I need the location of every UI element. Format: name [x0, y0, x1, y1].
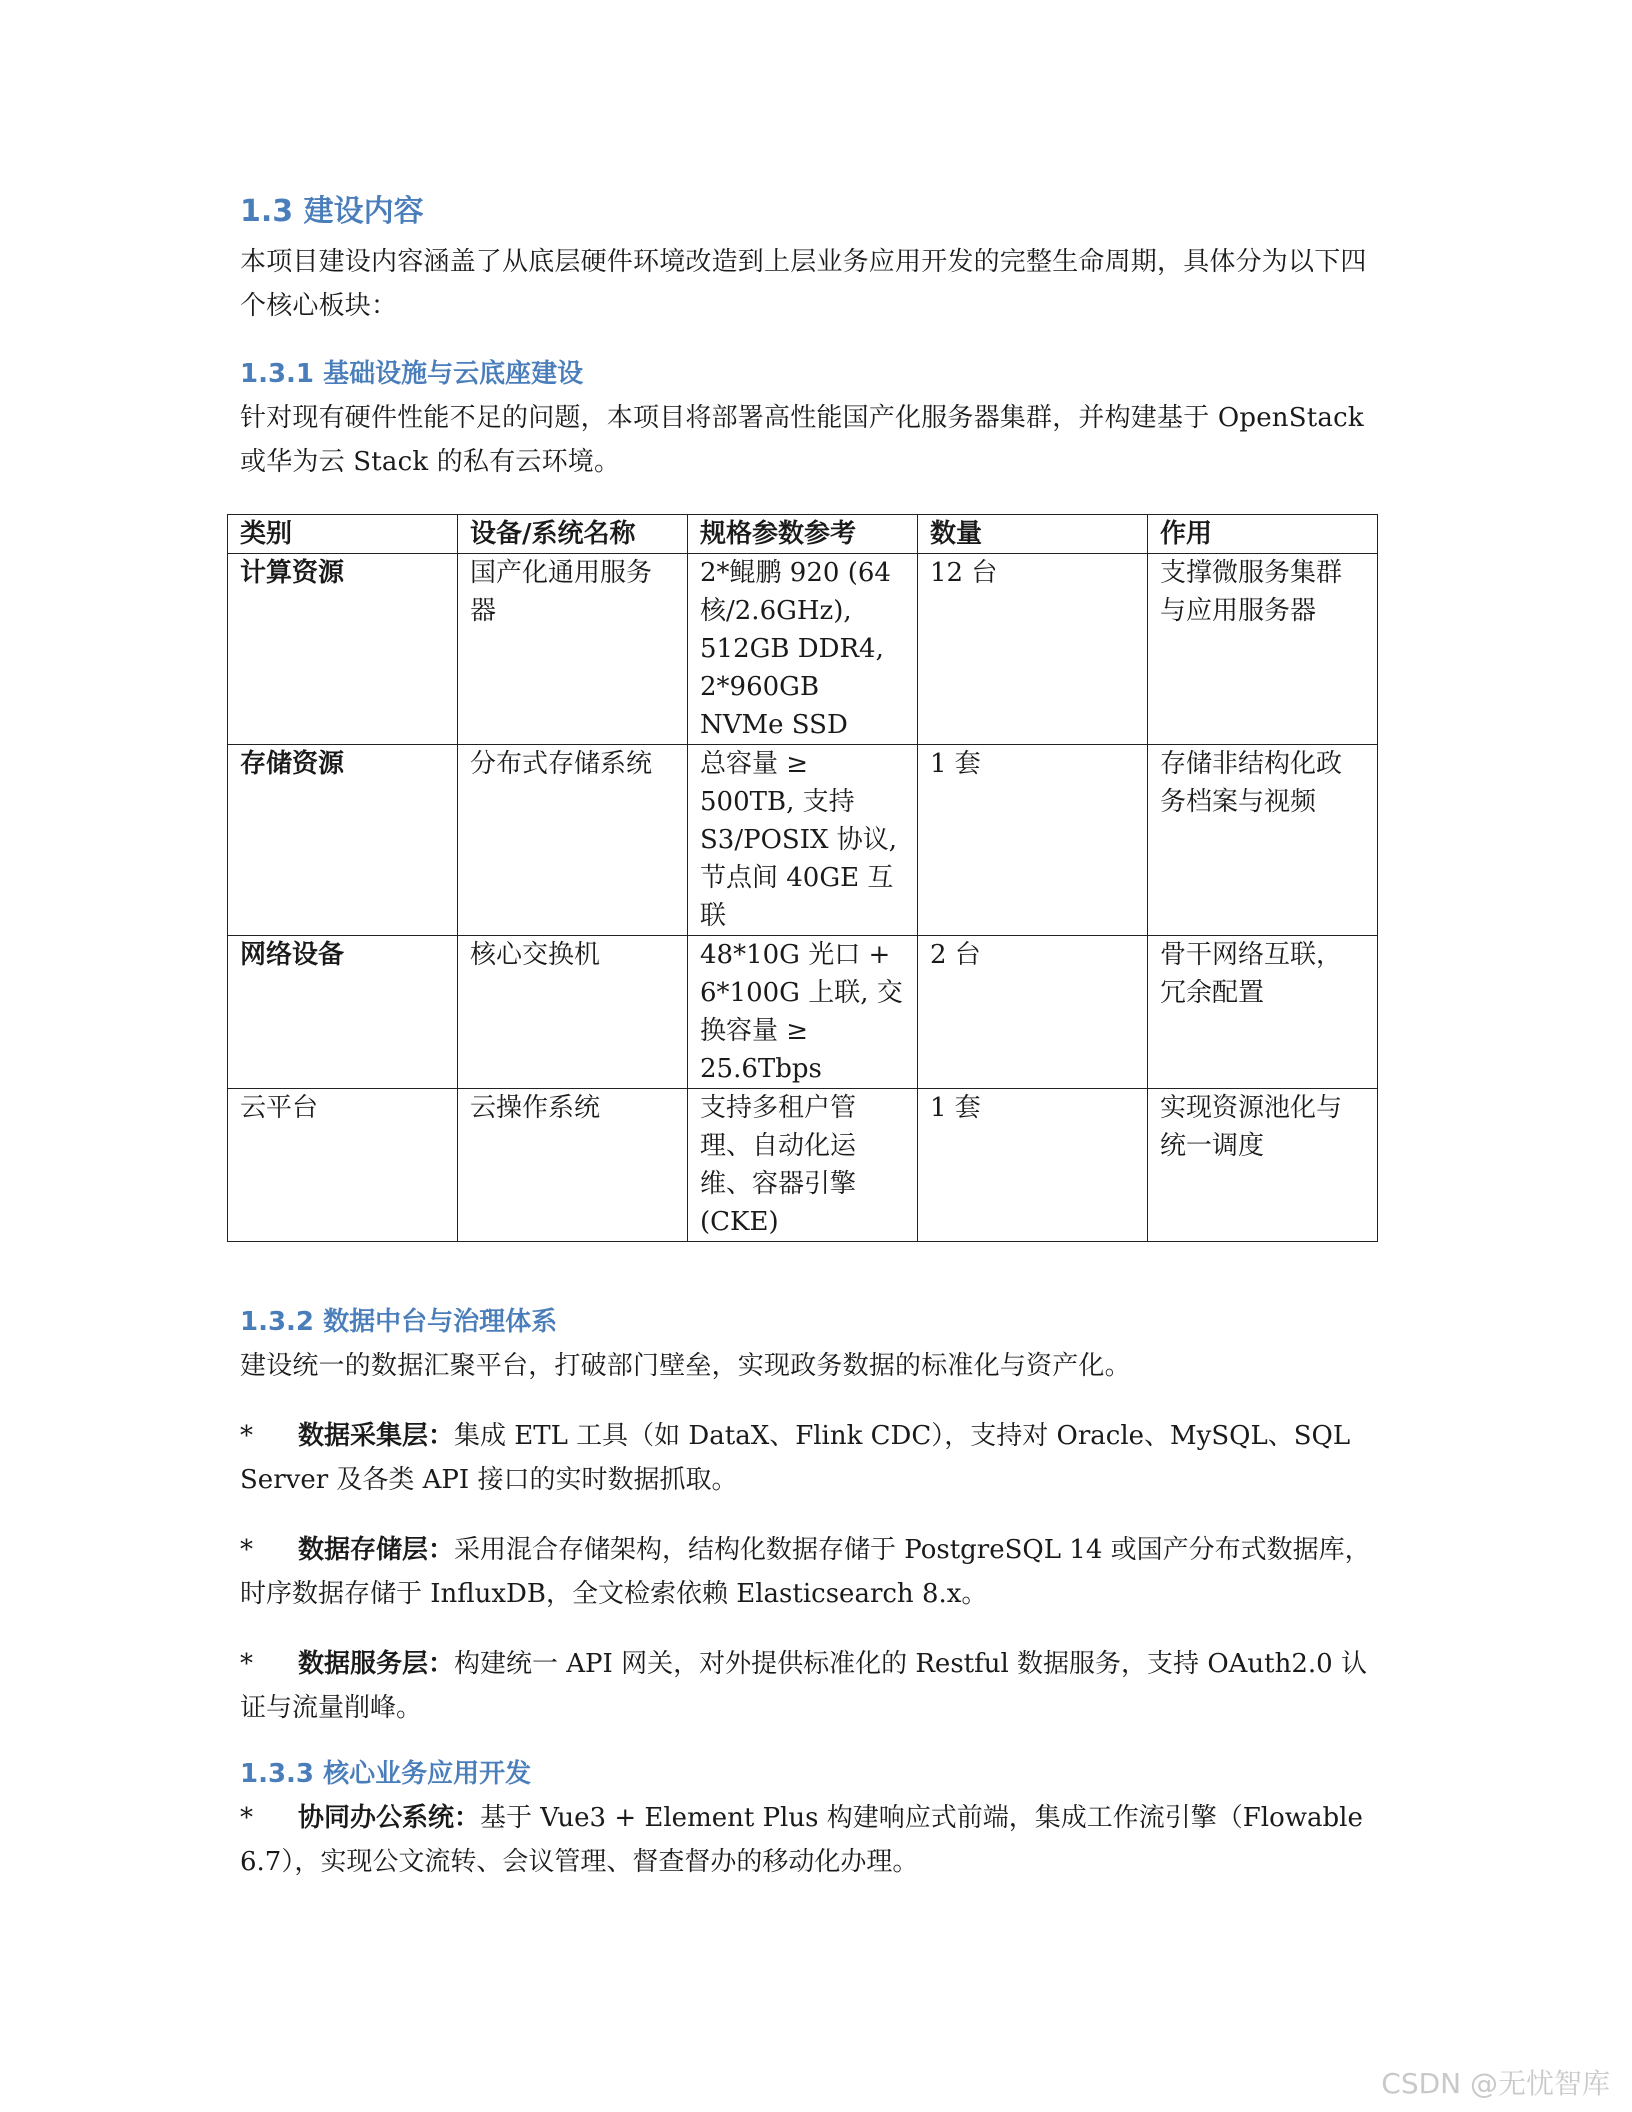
subsection-1-text: 针对现有硬件性能不足的问题，本项目将部署高性能国产化服务器集群，并构建基于 OpenStack 或华为云 Stack 的私有云环境。 — [240, 403, 1364, 477]
table-cell: 分布式存储系统 — [458, 745, 688, 936]
table-cell: 网络设备 — [228, 936, 458, 1089]
watermark: CSDN @无忧智库 — [1381, 2067, 1610, 2100]
section-title: 1.3 建设内容 — [240, 194, 424, 229]
subsection-1-title: 1.3.1 基础设施与云底座建设 — [240, 359, 584, 389]
list-item-text: 构建统一 API 网关，对外提供标准化的 Restful 数据服务，支持 OAuth2.0 认证与流量削峰。 — [240, 1649, 1367, 1723]
list-item-text: 集成 ETL 工具（如 DataX、Flink CDC），支持对 Oracle、MySQL、SQL Server 及各类 API 接口的实时数据抓取。 — [240, 1421, 1351, 1495]
table-cell: 12 台 — [918, 554, 1148, 745]
list-item-label: 数据服务层： — [298, 1649, 455, 1679]
table-cell: 实现资源池化与统一调度 — [1148, 1089, 1378, 1242]
bullet-mark: * — [240, 1421, 253, 1451]
table-cell: 云操作系统 — [458, 1089, 688, 1242]
table-cell: 总容量 ≥ 500TB, 支持 S3/POSIX 协议, 节点间 40GE 互联 — [688, 745, 918, 936]
table-header: 类别 — [228, 515, 458, 554]
table-cell: 2 台 — [918, 936, 1148, 1089]
list-item-text: 基于 Vue3 + Element Plus 构建响应式前端，集成工作流引擎（Flowable 6.7），实现公文流转、会议管理、督查督办的移动化办理。 — [240, 1803, 1363, 1877]
table-cell: 存储资源 — [228, 745, 458, 936]
subsection-2-text: 建设统一的数据汇聚平台，打破部门壁垒，实现政务数据的标准化与资产化。 — [240, 1351, 1131, 1381]
bullet-mark: * — [240, 1649, 253, 1679]
subsection-2-title: 1.3.2 数据中台与治理体系 — [240, 1307, 558, 1337]
table-cell: 48*10G 光口 + 6*100G 上联, 交换容量 ≥ 25.6Tbps — [688, 936, 918, 1089]
table-header-row — [228, 515, 1378, 554]
subsection-3-title: 1.3.3 核心业务应用开发 — [240, 1759, 532, 1789]
table-cell: 云平台 — [228, 1089, 458, 1242]
table-cell: 国产化通用服务器 — [458, 554, 688, 745]
table-cell: 1 套 — [918, 745, 1148, 936]
table-cell: 骨干网络互联，冗余配置 — [1148, 936, 1378, 1089]
hardware-spec-table — [227, 514, 1378, 1242]
section-intro: 本项目建设内容涵盖了从底层硬件环境改造到上层业务应用开发的完整生命周期，具体分为以下四个核心板块： — [240, 247, 1367, 321]
bullet-mark: * — [240, 1535, 253, 1565]
table-cell: 计算资源 — [228, 554, 458, 745]
list-item-label: 协同办公系统： — [298, 1803, 481, 1833]
table-row — [228, 1089, 1378, 1242]
table-cell: 2*鲲鹏 920 (64 核/2.6GHz), 512GB DDR4, 2*960GB NVMe SSD — [688, 554, 918, 745]
table-cell: 支持多租户管理、自动化运维、容器引擎 (CKE) — [688, 1089, 918, 1242]
list-item — [240, 1414, 1390, 1502]
list-item — [240, 1796, 1390, 1884]
list-item — [240, 1528, 1390, 1616]
table-header: 作用 — [1148, 515, 1378, 554]
table-row — [228, 745, 1378, 936]
table-cell: 核心交换机 — [458, 936, 688, 1089]
table-row — [228, 554, 1378, 745]
table-cell: 存储非结构化政务档案与视频 — [1148, 745, 1378, 936]
list-item-text: 采用混合存储架构，结构化数据存储于 PostgreSQL 14 或国产分布式数据库，时序数据存储于 InfluxDB，全文检索依赖 Elasticsearch 8.x。 — [240, 1535, 1371, 1609]
bullet-mark: * — [240, 1803, 253, 1833]
table-row — [228, 936, 1378, 1089]
table-header: 设备/系统名称 — [458, 515, 688, 554]
list-item-label: 数据采集层： — [298, 1421, 455, 1451]
list-item — [240, 1642, 1390, 1730]
table-cell: 支撑微服务集群与应用服务器 — [1148, 554, 1378, 745]
table-cell: 1 套 — [918, 1089, 1148, 1242]
table-header: 规格参数参考 — [688, 515, 918, 554]
list-item-label: 数据存储层： — [298, 1535, 455, 1565]
table-header: 数量 — [918, 515, 1148, 554]
